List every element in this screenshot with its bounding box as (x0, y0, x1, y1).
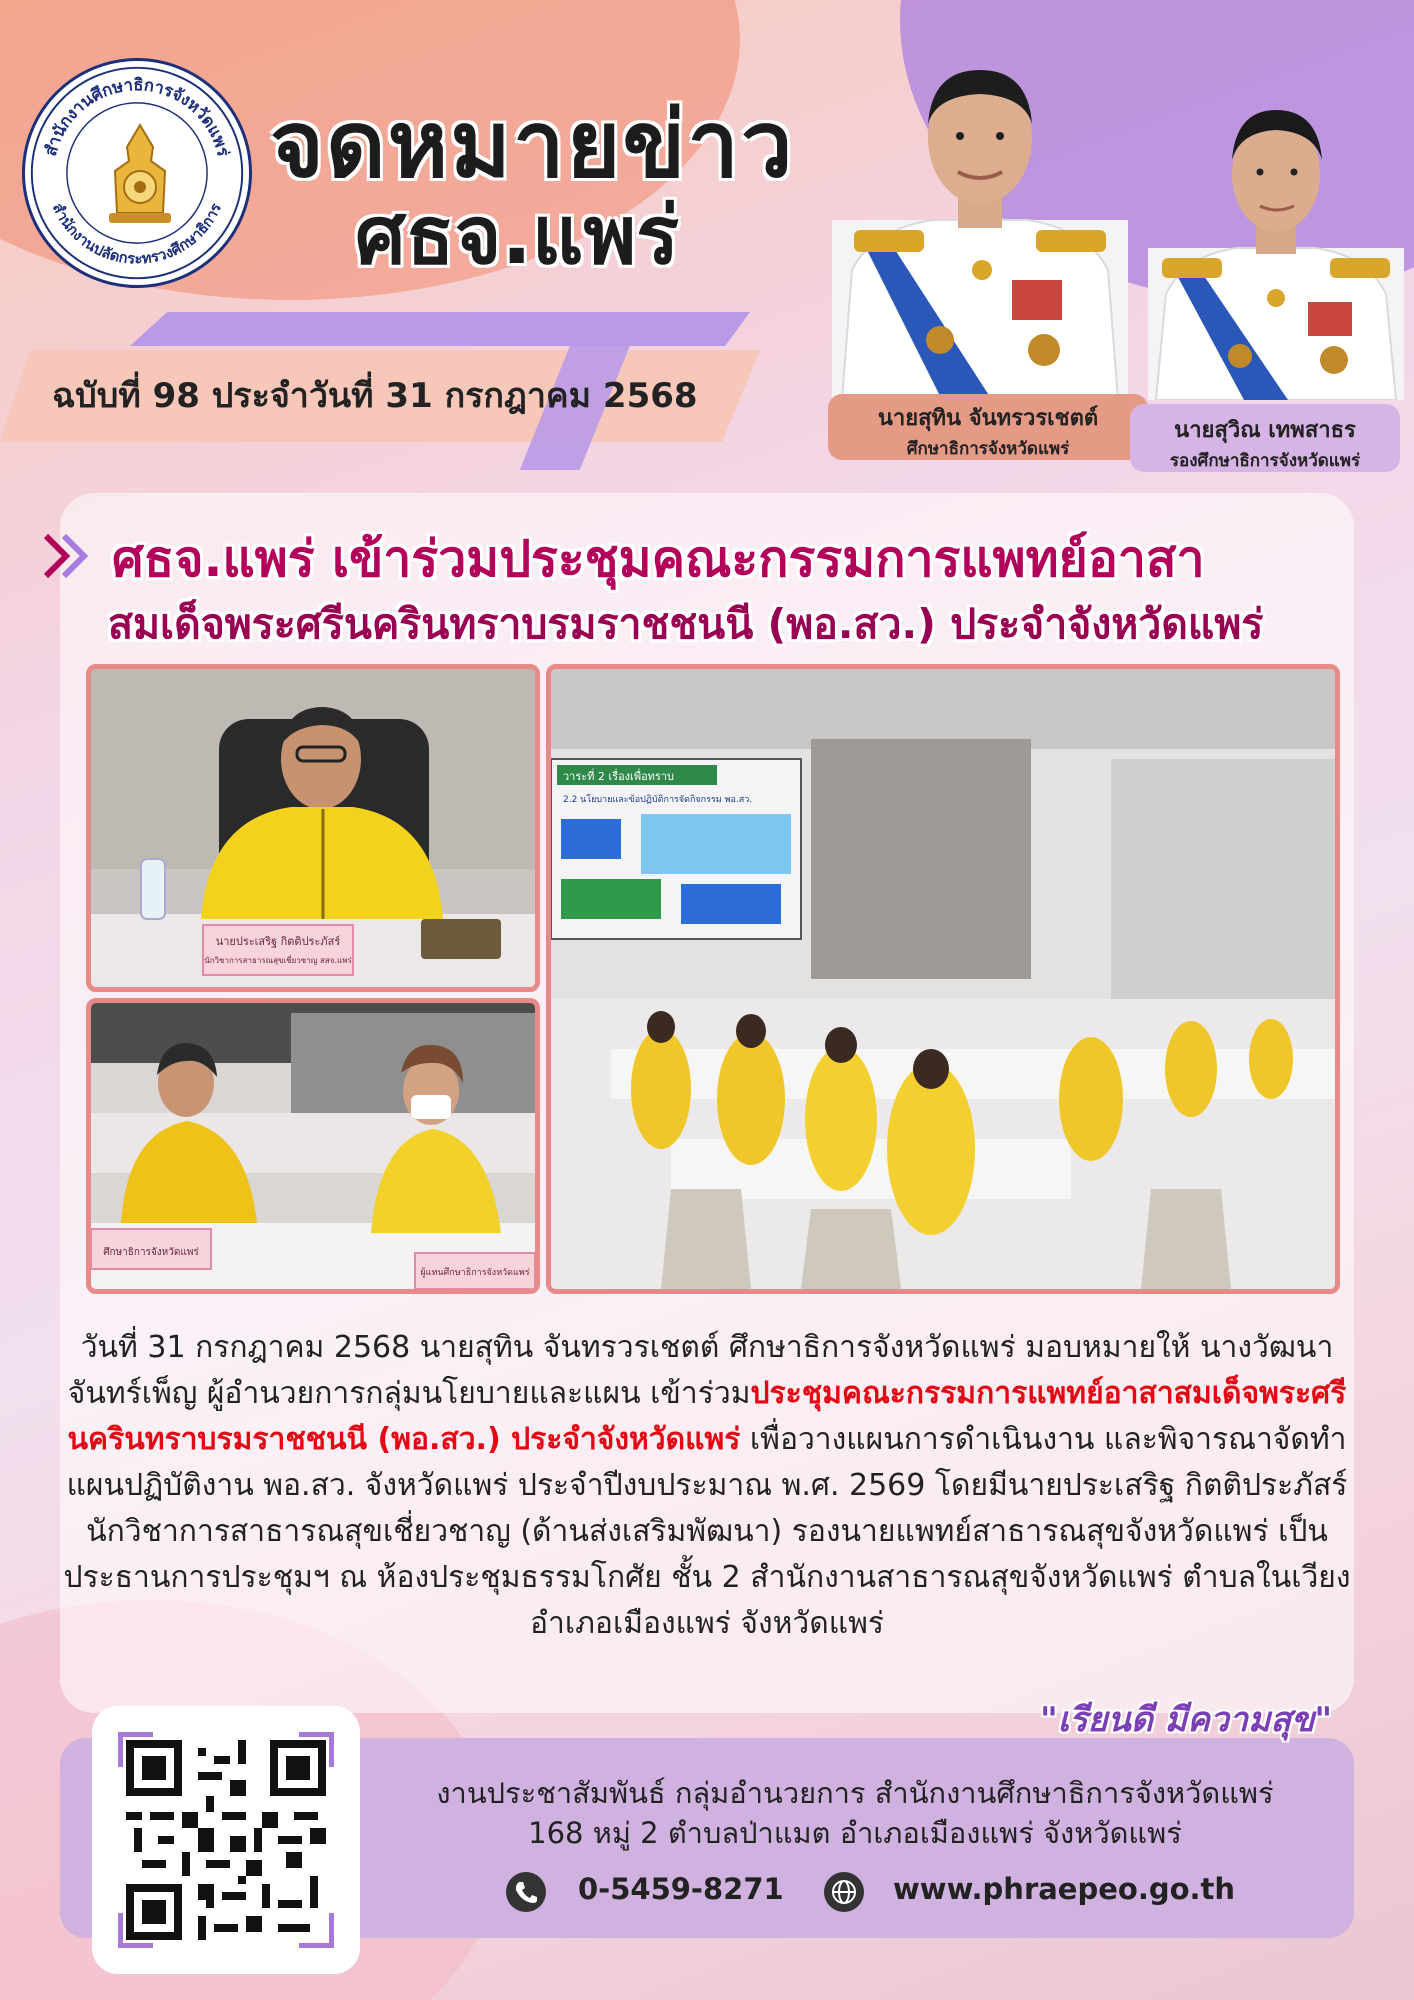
headline-line-2: สมเด็จพระศรีนครินทราบรมราชชนนี (พอ.สว.) ประจำจังหวัดแพร่ (108, 600, 1264, 648)
official-role-2: รองศึกษาธิการจังหวัดแพร่ (1169, 451, 1361, 471)
issue-number: ฉบับที่ 98 ประจำวันที่ 31 กรกฎาคม 2568 (52, 376, 698, 416)
footer-address: 168 หมู่ 2 ตำบลป่าแมต อำเภอเมืองแพร่ จังหวัดแพร่ (528, 1816, 1182, 1850)
photo-chairman (86, 664, 540, 992)
body-highlight: ประชุมคณะกรรมการแพทย์อาสาสมเด็จพระศรีนครินทราบรมราชชนนี (พอ.สว.) ประจำจังหวัดแพร่ (67, 1376, 1347, 1457)
issue-accent-stripe (130, 312, 750, 346)
footer-department: งานประชาสัมพันธ์ กลุ่มอำนวยการ สำนักงานศึกษาธิการจังหวัดแพร่ (436, 1776, 1274, 1810)
slide-subtitle: 2.2 นโยบายและข้อปฏิบัติการจัดกิจกรรม พอ.สว. (563, 795, 753, 805)
photo2-nameplate-left: ศึกษาธิการจังหวัดแพร่ (103, 1247, 199, 1258)
photo2-nameplate-right: ผู้แทนศึกษาธิการจังหวัดแพร่ (420, 1268, 530, 1278)
qr-frame-top-right (299, 1732, 334, 1767)
official-nameplate-2 (1130, 404, 1400, 472)
photo-meeting-room (546, 664, 1340, 1294)
globe-icon (824, 1872, 864, 1912)
ministry-emblem-icon (93, 121, 187, 231)
official-role-1: ศึกษาธิการจังหวัดแพร่ (906, 439, 1070, 459)
qr-frame-bottom-right (299, 1913, 334, 1948)
photo1-nameplate-line-2: นักวิชาการสาธารณสุขเชี่ยวชาญ สสจ.แพร่ (204, 956, 352, 965)
official-portrait-1 (832, 40, 1128, 400)
logo-ring-text-bottom: สำนักงานปลัดกระทรวงศึกษาธิการ (48, 200, 225, 268)
qr-code-card (92, 1706, 360, 1974)
logo-ring-text-top: สำนักงานศึกษาธิการจังหวัดแพร่ (40, 75, 233, 159)
newsletter-title: จดหมายข่าว (270, 91, 795, 198)
website-link[interactable]: www.phraepeo.go.th (893, 1872, 1236, 1906)
news-body (62, 1325, 1352, 1647)
photo-representatives (86, 998, 540, 1294)
official-name-1: นายสุทิน จันทรวรเชตต์ (877, 406, 1099, 431)
body-text-part-2: เพื่อวางแผนการดำเนินงาน และพิจารณาจัดทำแผนปฏิบัติงาน พอ.สว. จังหวัดแพร่ ประจำปีงบประมาณ พ.ศ. 2569 โดยมีนายประเสริฐ กิตติประภัสร์ นักวิชาการสาธารณสุขเชี่ยวชาญ (ด้านส่งเสริมพัฒนา) รองนายแพทย์สาธารณสุขจังหวัดแพร่ เป็นประธานการประชุมฯ ณ ห้องประชุมธรรมโกศัย ชั้น 2 สำนักงานสาธารณสุขจังหวัดแพร่ ตำบลในเวียง อำเภอเมืองแพร่ จังหวัดแพร่ (63, 1422, 1351, 1641)
official-nameplate-1 (828, 394, 1148, 460)
headline-line-1: ศธจ.แพร่ เข้าร่วมประชุมคณะกรรมการแพทย์อาสา (112, 530, 1205, 588)
phone-icon (506, 1872, 546, 1912)
double-chevron-right-icon (42, 530, 94, 582)
qr-code-icon[interactable] (126, 1740, 326, 1940)
slide-title: วาระที่ 2 เรื่องเพื่อทราบ (563, 770, 674, 783)
official-name-2: นายสุวิณ เทพสาธร (1174, 418, 1356, 443)
qr-frame-top-left (118, 1732, 153, 1767)
qr-frame-bottom-left (118, 1913, 153, 1948)
newsletter-subtitle: ศธจ.แพร่ (355, 189, 680, 282)
phone-number[interactable]: 0-5459-8271 (578, 1872, 784, 1906)
slogan: "เรียนดี มีความสุข" (1040, 1700, 1333, 1740)
official-portrait-2 (1148, 88, 1404, 400)
office-logo (22, 58, 252, 288)
body-text-part-1: วันที่ 31 กรกฎาคม 2568 นายสุทิน จันทรวรเชตต์ ศึกษาธิการจังหวัดแพร่ มอบหมายให้ นางวัฒนา จันทร์เพ็ญ ผู้อำนวยการกลุ่มนโยบายและแผน เข้าร่วม (67, 1330, 1334, 1411)
photo1-nameplate-line-1: นายประเสริฐ กิตติประภัสร์ (215, 935, 341, 948)
